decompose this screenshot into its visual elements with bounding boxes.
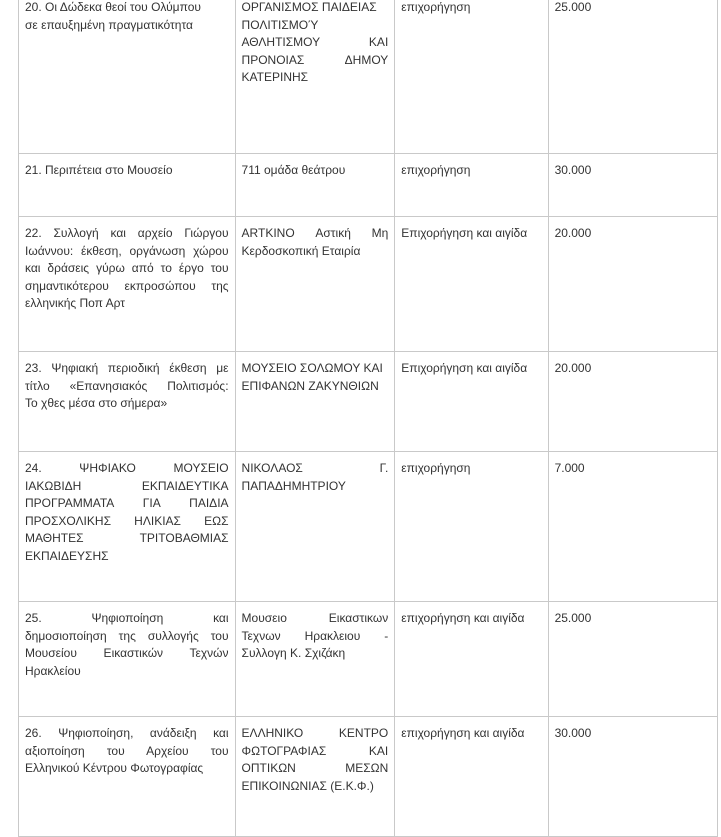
- support-type-cell: [395, 452, 548, 602]
- title-line: 22. Συλλογή και αρχείο Γιώργου: [25, 226, 229, 240]
- amount-text: 7.000: [554, 461, 585, 475]
- title-line: Ελληνικού Κέντρου Φωτογραφίας: [25, 761, 204, 776]
- organization-cell: [235, 217, 395, 352]
- org-line: ΠΟΛΙΤΙΣΜΟΎ: [241, 17, 319, 32]
- title-line: ΕΚΠΑΙΔΕΥΣΗΣ: [25, 548, 109, 563]
- organization-cell: [235, 602, 395, 717]
- org-line: ΠΑΠΑΔΗΜΗΤΡΙΟΥ: [241, 478, 346, 493]
- support-type-cell: [395, 352, 548, 452]
- project-title-cell: [19, 352, 236, 452]
- org-line: Μουσειο Εικαστικων: [241, 611, 389, 625]
- project-title-cell: [19, 452, 236, 602]
- project-title-cell: [19, 154, 236, 217]
- amount-cell: [548, 352, 717, 452]
- title-line: 21. Περιπέτεια στο Μουσείο: [25, 163, 173, 177]
- project-title-cell: [19, 717, 236, 837]
- project-title-cell: [19, 602, 236, 717]
- org-line: ΠΡΟΝΟΙΑΣ ΔΗΜΟΥ: [241, 52, 389, 67]
- project-title-cell: [19, 217, 236, 352]
- org-line: ΕΛΛΗΝΙΚΟ ΚΕΝΤΡΟ: [241, 726, 389, 740]
- title-line: ελληνικής Ποπ Αρτ: [25, 296, 126, 311]
- amount-text: 20.000: [554, 226, 592, 240]
- table-row: [19, 0, 718, 154]
- org-line: ARTKINO Αστική Μη: [241, 226, 389, 240]
- support-type-cell: [395, 217, 548, 352]
- grants-table: [18, 0, 718, 837]
- table-row: [19, 154, 718, 217]
- org-line: ΕΠΙΦΑΝΩΝ ΖΑΚΥΝΘΙΩΝ: [241, 378, 379, 393]
- title-line: σε επαυξημένη πραγματικότητα: [25, 17, 193, 32]
- support-type-text: επιχορήγηση: [401, 461, 471, 475]
- table-row: [19, 352, 718, 452]
- title-line: ΜΑΘΗΤΕΣ ΤΡΙΤΟΒΑΘΜΙΑΣ: [25, 531, 229, 546]
- amount-cell: [548, 602, 717, 717]
- organization-cell: [235, 0, 395, 154]
- organization-cell: [235, 717, 395, 837]
- org-line: ΟΠΤΙΚΩΝ ΜΕΣΩΝ: [241, 761, 389, 776]
- title-line: 26. Ψηφιοποίηση, ανάδειξη και: [25, 726, 229, 740]
- org-line: Τεχνων Ηρακλειου -: [241, 628, 389, 643]
- grants-table-body: [19, 0, 718, 837]
- support-type-text: επιχορήγηση: [401, 0, 471, 14]
- title-line: και δράσεις γύρω από το έργο του: [25, 261, 229, 276]
- amount-text: 25.000: [554, 611, 592, 625]
- support-type-text: επιχορήγηση και αιγίδα: [401, 726, 525, 740]
- org-line: ΟΡΓΑΝΙΣΜΟΣ ΠΑΙΔΕΙΑΣ: [241, 0, 377, 14]
- amount-cell: [548, 717, 717, 837]
- support-type-cell: [395, 602, 548, 717]
- support-type-cell: [395, 717, 548, 837]
- title-line: 25. Ψηφιοποίηση και: [25, 611, 229, 625]
- amount-cell: [548, 452, 717, 602]
- support-type-text: Επιχορήγηση και αιγίδα: [401, 361, 528, 375]
- org-line: ΑΘΛΗΤΙΣΜΟΥ ΚΑΙ: [241, 35, 389, 50]
- support-type-text: επιχορήγηση και αιγίδα: [401, 611, 525, 625]
- title-line: Ιωάννου: έκθεση, οργάνωση χώρου: [25, 243, 229, 258]
- title-line: αξιοποίηση του Αρχείου του: [25, 743, 229, 758]
- support-type-text: Επιχορήγηση και αιγίδα: [401, 226, 528, 240]
- org-line: Συλλογη Κ. Σχιζάκη: [241, 646, 346, 661]
- title-line: ΠΡΟΣΧΟΛΙΚΗΣ ΗΛΙΚΙΑΣ ΕΩΣ: [25, 513, 229, 528]
- org-line: ΜΟΥΣΕΙΟ ΣΟΛΩΜΟΥ ΚΑΙ: [241, 361, 383, 375]
- title-line: σημαντικότερου εκπροσώπου της: [25, 278, 229, 293]
- title-line: 23. Ψηφιακή περιοδική έκθεση με: [25, 361, 229, 375]
- organization-cell: [235, 452, 395, 602]
- amount-cell: [548, 154, 717, 217]
- title-line: Μουσείου Εικαστικών Τεχνών: [25, 646, 229, 661]
- amount-text: 30.000: [554, 726, 592, 740]
- table-row: [19, 602, 718, 717]
- title-line: ΠΡΟΓΡΑΜΜΑΤΑ ΓΙΑ ΠΑΙΔΙΑ: [25, 496, 229, 511]
- amount-cell: [548, 217, 717, 352]
- support-type-cell: [395, 154, 548, 217]
- org-line: ΚΑΤΕΡΙΝΗΣ: [241, 70, 309, 85]
- organization-cell: [235, 352, 395, 452]
- organization-cell: [235, 154, 395, 217]
- title-line: δημοσιοποίηση της συλλογής του: [25, 628, 229, 643]
- table-row: [19, 452, 718, 602]
- org-line: 711 ομάδα θεάτρου: [241, 163, 346, 177]
- title-line: Το χθες μέσα στο σήμερα»: [25, 396, 168, 411]
- project-title-cell: [19, 0, 236, 154]
- org-line: ΕΠΙΚΟΙΝΩΝΙΑΣ (Ε.Κ.Φ.): [241, 778, 374, 793]
- org-line: Κερδοσκοπική Εταιρία: [241, 243, 361, 258]
- amount-cell: [548, 0, 717, 154]
- org-line: ΝΙΚΟΛΑΟΣ Γ.: [241, 461, 389, 475]
- amount-text: 25.000: [554, 0, 592, 14]
- table-row: [19, 217, 718, 352]
- title-line: ΙΑΚΩΒΙΔΗ ΕΚΠΑΙΔΕΥΤΙΚΑ: [25, 478, 229, 493]
- title-line: 24. ΨΗΦΙΑΚΟ ΜΟΥΣΕΙΟ: [25, 461, 229, 475]
- title-line: 20. Οι Δώδεκα θεοί του Ολύμπου: [25, 0, 201, 14]
- support-type-cell: [395, 0, 548, 154]
- title-line: Ηρακλείου: [25, 663, 81, 678]
- title-line: τίτλο «Επανησιακός Πολιτισμός:: [25, 378, 229, 393]
- org-line: ΦΩΤΟΓΡΑΦΙΑΣ ΚΑΙ: [241, 743, 389, 758]
- table-row: [19, 717, 718, 837]
- support-type-text: επιχορήγηση: [401, 163, 471, 177]
- amount-text: 20.000: [554, 361, 592, 375]
- amount-text: 30.000: [554, 163, 592, 177]
